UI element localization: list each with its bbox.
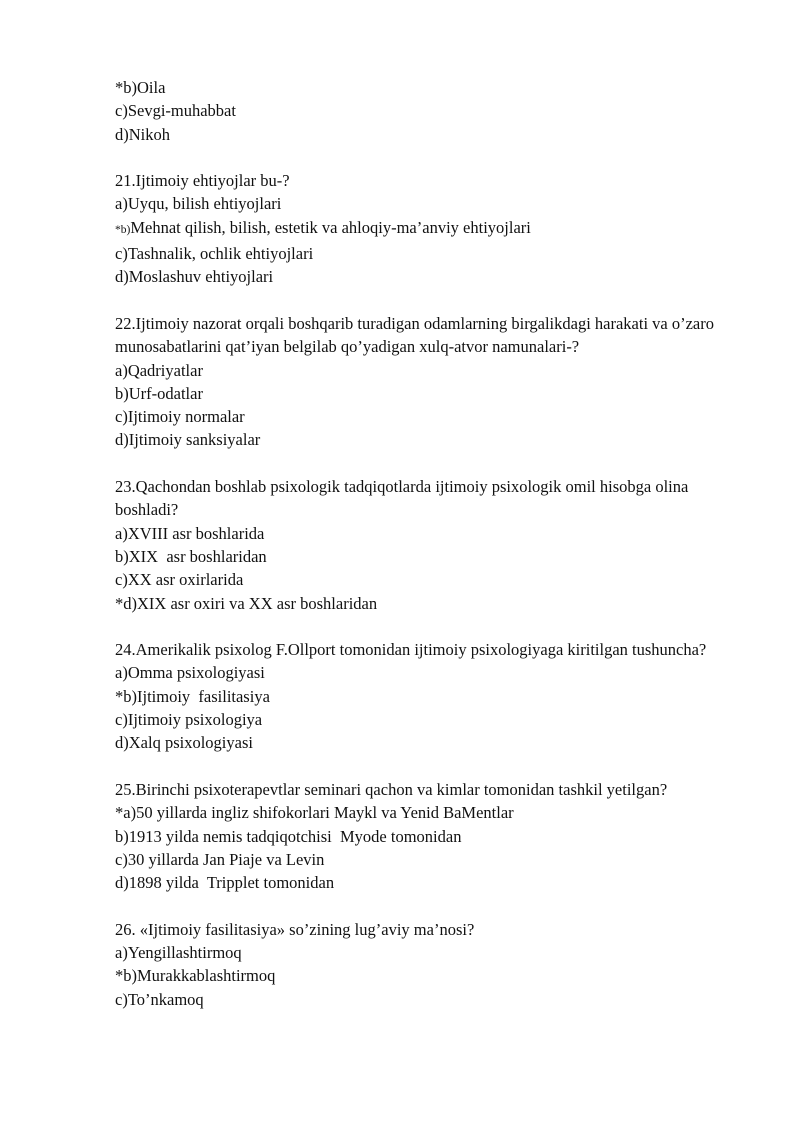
question-block-22 [115, 312, 755, 452]
option-line: c)To’nkamoq [115, 989, 204, 1009]
option-line: b)Urf-odatlar [115, 383, 203, 403]
option-line: a)Uyqu, bilish ehtiyojlari [115, 194, 282, 214]
option-line: a)XVIII asr boshlarida [115, 523, 265, 543]
option-line: *d)XIX asr oxiri va XX asr boshlaridan [115, 593, 378, 613]
option-text: Mehnat qilish, bilish, estetik va ahloqiy-ma’anviy ehtiyojlari [130, 217, 531, 237]
question-text: 23.Qachondan boshlab psixologik tadqiqotlarda ijtimoiy psixologik omil hisobga olina boshladi? [115, 477, 689, 520]
option-line: c)Sevgi-muhabbat [115, 101, 236, 121]
option-line: d)Ijtimoiy sanksiyalar [115, 430, 261, 450]
option-line: a)Omma psixologiyasi [115, 663, 265, 683]
option-line: c)XX asr oxirlarida [115, 570, 244, 590]
question-text: 24.Amerikalik psixolog F.Ollport tomonidan ijtimoiy psixologiyaga kiritilgan tushuncha? [115, 640, 707, 660]
option-line: *a)50 yillarda ingliz shifokorlari Maykl va Yenid BaMentlar [115, 803, 514, 823]
question-text: 26. «Ijtimoiy fasilitasiya» so’zining lug’aviy ma’nosi? [115, 919, 475, 939]
option-line: a)Qadriyatlar [115, 360, 203, 380]
question-block-23 [115, 475, 755, 615]
answer-marker: *b) [115, 223, 131, 236]
document-page [115, 76, 755, 1034]
intro-options-block [115, 76, 755, 146]
question-text: 21.Ijtimoiy ehtiyojlar bu-? [115, 171, 290, 191]
option-line: a)Yengillashtirmoq [115, 942, 242, 962]
question-block-24 [115, 638, 755, 754]
option-line: b)1913 yilda nemis tadqiqotchisi Myode tomonidan [115, 826, 462, 846]
option-line: d)Moslashuv ehtiyojlari [115, 267, 274, 287]
option-line: d)Nikoh [115, 124, 170, 144]
option-line [115, 216, 755, 242]
question-block-25 [115, 778, 755, 894]
option-line: d)Xalq psixologiyasi [115, 733, 253, 753]
option-line: d)1898 yilda Tripplet tomonidan [115, 873, 335, 893]
option-line: b)XIX asr boshlaridan [115, 546, 267, 566]
option-line: c)Ijtimoiy normalar [115, 407, 245, 427]
option-line: *b)Oila [115, 78, 166, 97]
option-line: *b)Murakkablashtirmoq [115, 966, 276, 986]
option-line: c)Tashnalik, ochlik ehtiyojlari [115, 244, 314, 264]
question-block-21 [115, 169, 755, 288]
option-line: c)Ijtimoiy psixologiya [115, 710, 263, 730]
question-block-26 [115, 918, 755, 1011]
option-line: c)30 yillarda Jan Piaje va Levin [115, 849, 325, 869]
question-text: 25.Birinchi psixoterapevtlar seminari qachon va kimlar tomonidan tashkil yetilgan? [115, 779, 668, 799]
option-line: *b)Ijtimoiy fasilitasiya [115, 686, 270, 706]
question-text: 22.Ijtimoiy nazorat orqali boshqarib turadigan odamlarning birgalikdagi harakati va o’zaro munosabatlarini qat’iyan belgilab qo’yadigan xulq-atvor namunalari-? [115, 313, 715, 357]
